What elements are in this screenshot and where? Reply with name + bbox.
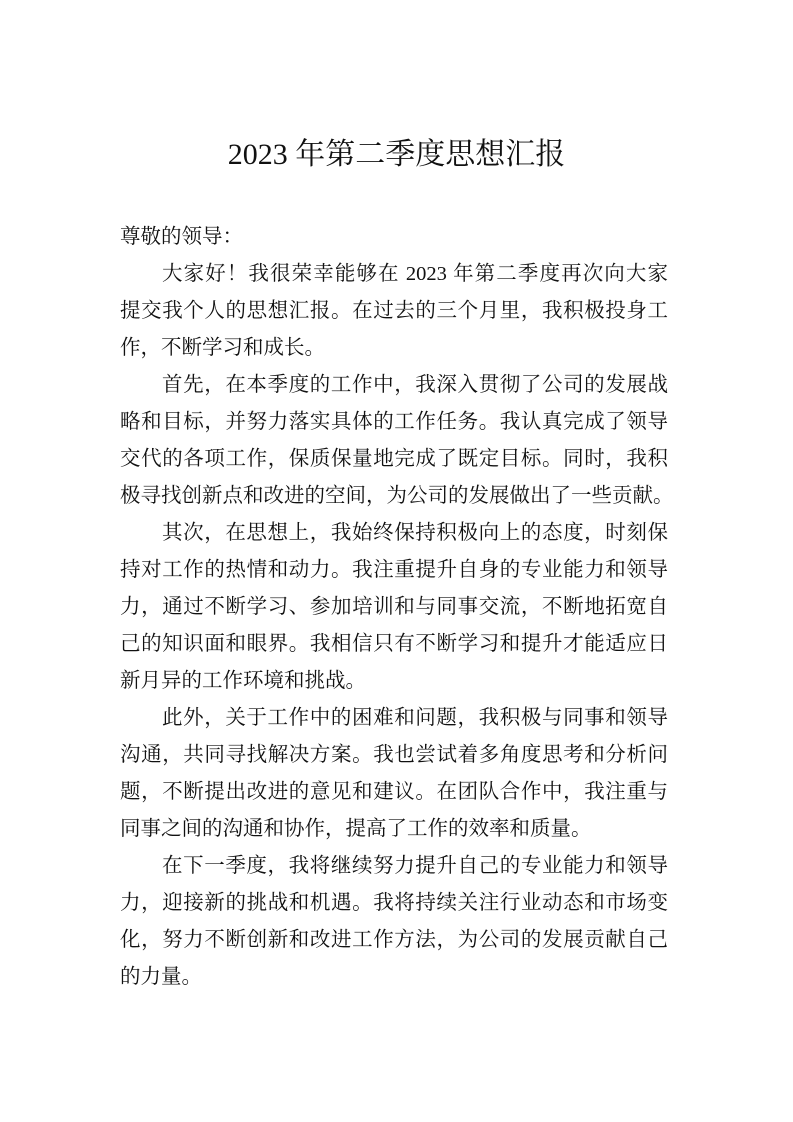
paragraph-line: 交代的各项工作，保质保量地完成了既定目标。同时，我积 <box>120 448 668 470</box>
paragraph-line: 同事之间的沟通和协作，提高了工作的效率和质量。 <box>120 818 592 840</box>
paragraph-line: 其次，在思想上，我始终保持积极向上的态度，时刻保 <box>162 522 668 544</box>
paragraph-line: 力，迎接新的挑战和机遇。我将持续关注行业动态和市场变 <box>120 892 668 914</box>
paragraph <box>120 700 668 848</box>
paragraph <box>120 848 668 996</box>
paragraph-line: 略和目标，并努力落实具体的工作任务。我认真完成了领导 <box>120 411 668 433</box>
paragraph-line: 在下一季度，我将继续努力提升自己的专业能力和领导 <box>162 855 668 877</box>
paragraph-line: 化，努力不断创新和改进工作方法，为公司的发展贡献自己 <box>120 929 668 951</box>
paragraph-line: 作，不断学习和成长。 <box>120 337 325 359</box>
paragraph-line: 此外，关于工作中的困难和问题，我积极与同事和领导 <box>162 707 668 729</box>
paragraph-line: 力，通过不断学习、参加培训和与同事交流，不断地拓宽自 <box>120 596 668 618</box>
salutation: 尊敬的领导： <box>120 226 243 248</box>
paragraph-line: 的力量。 <box>120 966 202 988</box>
document-title: 2023 年第二季度思想汇报 <box>227 138 566 171</box>
paragraph <box>120 256 668 367</box>
paragraph-line: 提交我个人的思想汇报。在过去的三个月里，我积极投身工 <box>120 300 668 322</box>
document-body <box>120 219 674 996</box>
paragraph-line: 题，不断提出改进的意见和建议。在团队合作中，我注重与 <box>120 781 668 803</box>
paragraph-line: 持对工作的热情和动力。我注重提升自身的专业能力和领导 <box>120 559 668 581</box>
paragraph-line: 己的知识面和眼界。我相信只有不断学习和提升才能适应日 <box>120 633 668 655</box>
paragraph <box>120 367 674 515</box>
paragraph-line: 首先，在本季度的工作中，我深入贯彻了公司的发展战 <box>162 374 668 396</box>
paragraph-line: 大家好！我很荣幸能够在 2023 年第二季度再次向大家 <box>162 263 668 285</box>
paragraph-line: 极寻找创新点和改进的空间，为公司的发展做出了一些贡献。 <box>120 485 674 507</box>
paragraph-line: 新月异的工作环境和挑战。 <box>120 670 366 692</box>
paragraph-line: 沟通，共同寻找解决方案。我也尝试着多角度思考和分析问 <box>120 744 668 766</box>
paragraph <box>120 515 668 700</box>
